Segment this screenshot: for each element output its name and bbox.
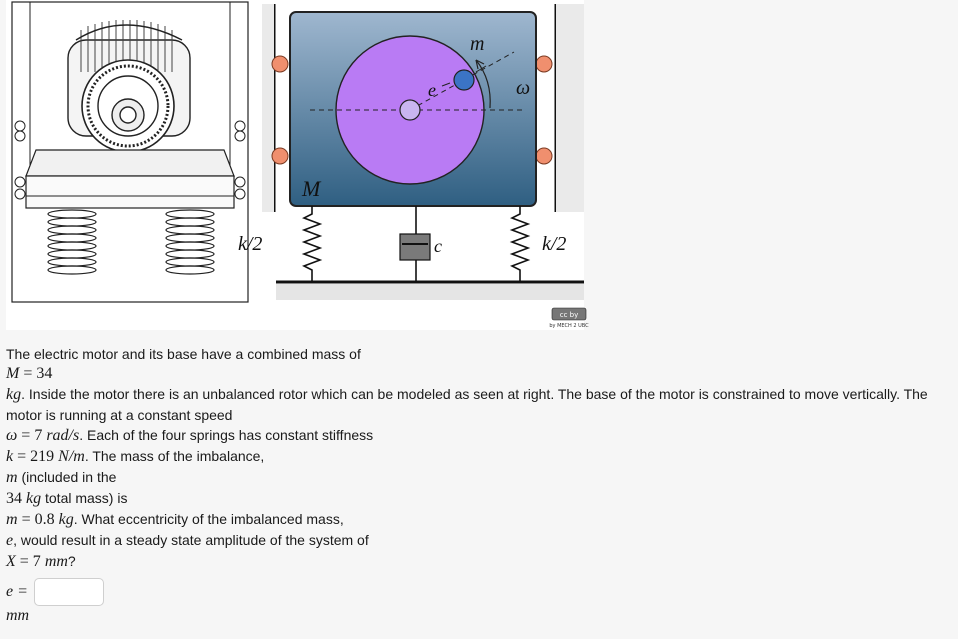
question-line: k = 219 N/m. The mass of the imbalance, — [6, 448, 265, 465]
license-caption: by MECH 2 UBC — [549, 323, 589, 329]
answer-row — [6, 576, 104, 608]
question-text — [6, 344, 946, 572]
label-damper: c — [434, 236, 442, 256]
eccentric-mass — [454, 70, 474, 90]
label-rotor-mass: m — [470, 33, 485, 55]
label-spring-right: k/2 — [542, 233, 567, 255]
question-line: ω = 7 rad/s. Each of the four springs has constant stiffness — [6, 427, 374, 444]
svg-text:cc by: cc by — [559, 311, 579, 319]
question-line: 34 kg total mass) is — [6, 490, 128, 507]
question-line: The electric motor and its base have a combined mass of — [6, 346, 361, 362]
question-line: motor is running at a constant speed — [6, 407, 233, 423]
rotor-center — [400, 100, 420, 120]
question-line: e, would result in a steady state amplitude of the system of — [6, 532, 369, 549]
answer-unit: mm — [6, 607, 30, 624]
figure-svg — [6, 0, 589, 330]
label-spring-left: k/2 — [238, 233, 263, 255]
label-eccentricity: e — [428, 80, 436, 100]
spring-right — [512, 206, 528, 282]
question-line: kg. Inside the motor there is an unbalanced rotor which can be modeled as seen at right. The base of the motor is constrained to move vertically. The — [6, 386, 928, 403]
question-line: m = 0.8 kg. What eccentricity of the imbalanced mass, — [6, 511, 344, 528]
motor-illustration — [12, 2, 248, 302]
question-line: M = 34 — [6, 365, 53, 382]
label-base-mass: M — [302, 176, 321, 201]
question-line: m (included in the — [6, 469, 117, 486]
vibration-schematic — [238, 4, 589, 329]
question-line: X = 7 mm? — [6, 553, 76, 570]
label-speed: ω — [516, 77, 531, 99]
problem-figure — [6, 0, 589, 330]
damper — [400, 206, 430, 282]
answer-input[interactable] — [34, 578, 104, 606]
license-badge — [549, 308, 589, 329]
spring-left — [304, 206, 320, 282]
answer-label: e = — [6, 583, 28, 600]
